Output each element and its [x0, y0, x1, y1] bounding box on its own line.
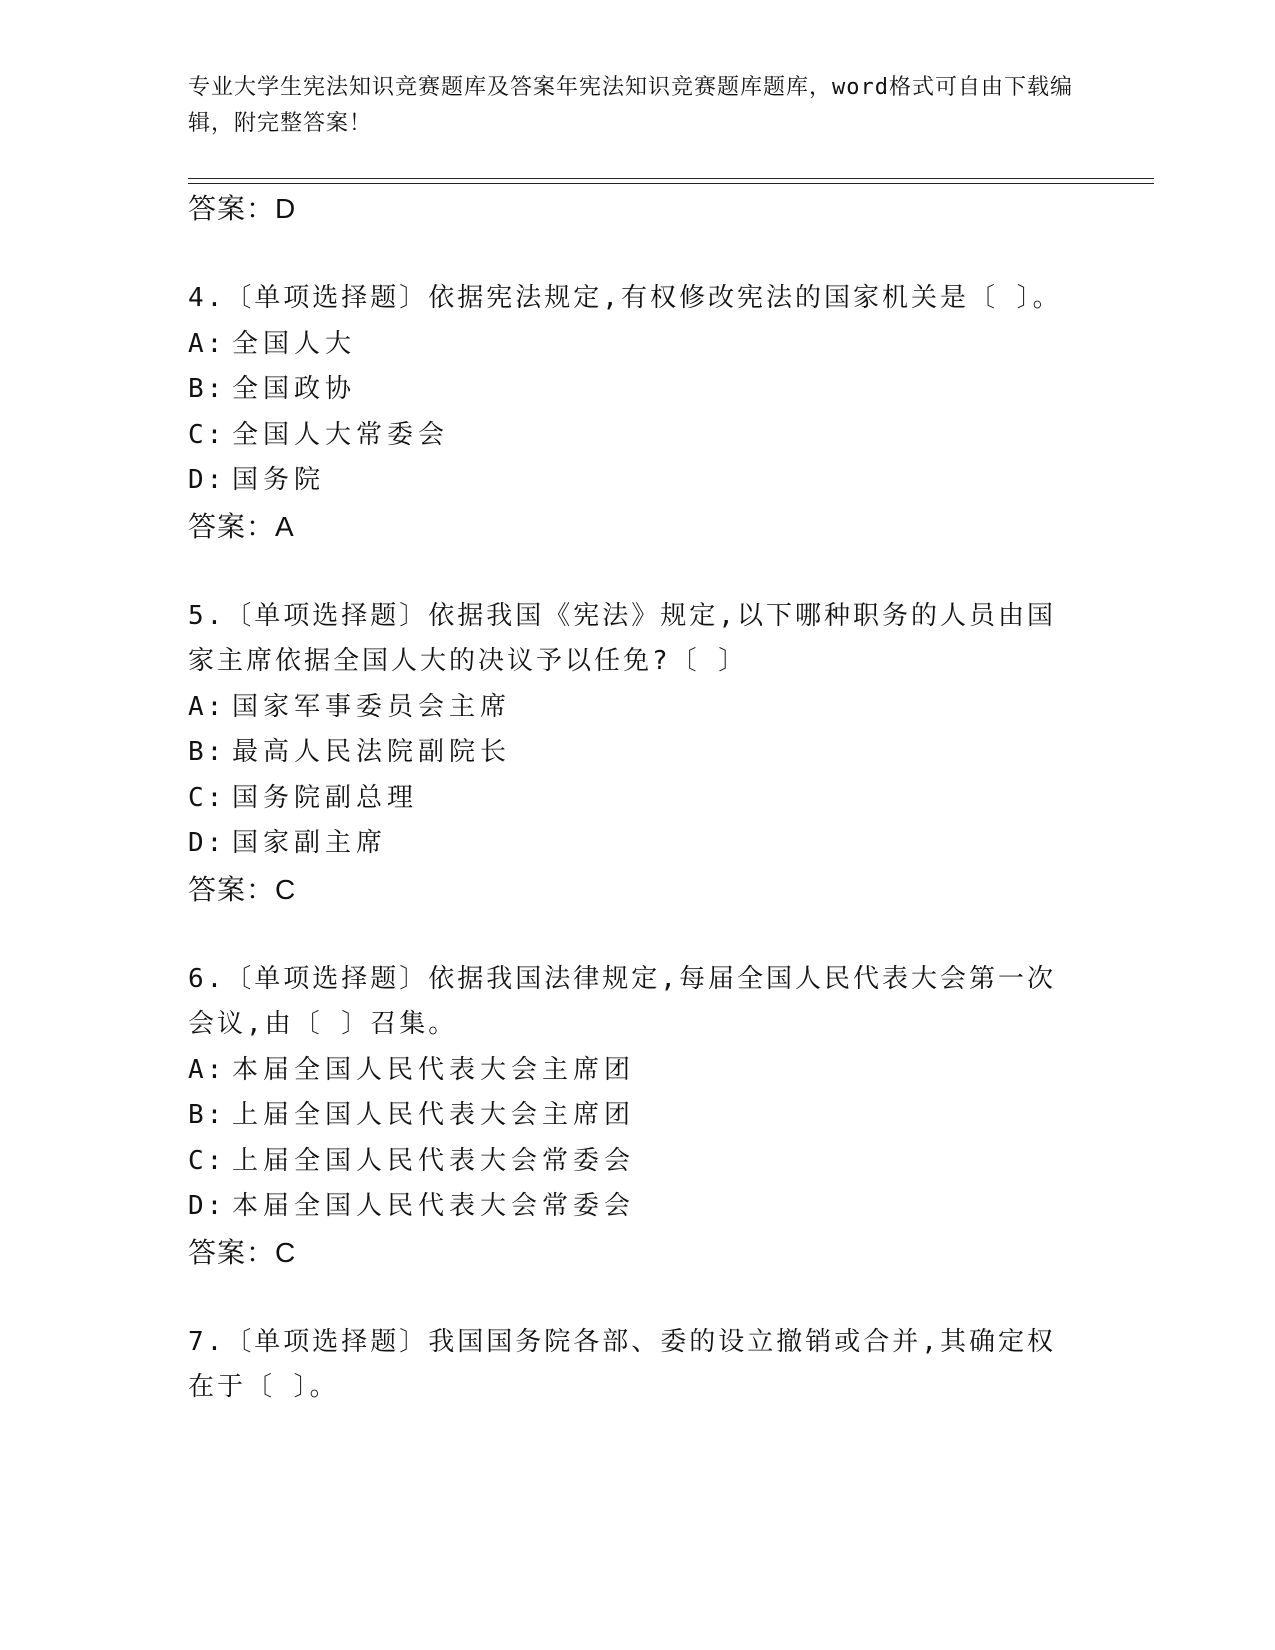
question-block — [188, 594, 1068, 913]
option-letter: C: — [188, 419, 226, 450]
option-letter: D: — [188, 465, 226, 495]
option-item — [188, 821, 1068, 867]
option-text: 本届全国人民代表大会主席团 — [232, 1054, 636, 1085]
option-text: 全国政协 — [232, 374, 357, 404]
header-divider-double — [188, 183, 1154, 184]
document-header: 专业大学生宪法知识竞赛题库及答案年宪法知识竞赛题库题库，word格式可自由下载编辑，附完整答案！ — [188, 75, 1073, 136]
option-item — [188, 367, 1068, 413]
answer-line: 答案：A — [188, 510, 295, 542]
option-item — [188, 685, 1068, 731]
option-letter: D: — [188, 828, 226, 858]
option-item — [188, 458, 1068, 504]
option-text: 国务院 — [232, 465, 326, 495]
option-letter: A: — [188, 1054, 226, 1085]
option-letter: C: — [188, 1145, 226, 1176]
option-text: 全国人大常委会 — [232, 419, 450, 450]
answer-line: 答案：D — [188, 193, 297, 224]
question-stem: 5.〔单项选择题〕依据我国《宪法》规定,以下哪种职务的人员由国家主席依据全国人大的决议予以任免?〔 〕 — [188, 600, 1056, 676]
option-text: 最高人民法院副院长 — [232, 737, 512, 767]
option-letter: B: — [188, 737, 226, 767]
option-letter: A: — [188, 328, 226, 359]
option-letter: D: — [188, 1191, 226, 1221]
question-stem: 6.〔单项选择题〕依据我国法律规定,每届全国人民代表大会第一次会议,由〔 〕召集。 — [188, 963, 1056, 1039]
option-text: 上届全国人民代表大会常委会 — [232, 1145, 636, 1176]
question-list — [188, 186, 1068, 1411]
option-item — [188, 413, 1068, 459]
answer-line: 答案：C — [188, 1236, 297, 1268]
option-letter: B: — [188, 1100, 226, 1130]
header-divider — [188, 178, 1154, 179]
option-item — [188, 730, 1068, 776]
option-letter: C: — [188, 782, 226, 813]
option-item — [188, 1139, 1068, 1185]
option-text: 上届全国人民代表大会主席团 — [232, 1100, 636, 1130]
question-block — [188, 957, 1068, 1276]
option-item — [188, 322, 1068, 368]
option-text: 全国人大 — [232, 328, 357, 359]
option-item — [188, 1093, 1068, 1139]
option-text: 国家副主席 — [232, 828, 388, 858]
option-item — [188, 776, 1068, 822]
option-item — [188, 1184, 1068, 1230]
question-block — [188, 276, 1068, 550]
option-letter: A: — [188, 691, 226, 722]
question-block — [188, 1320, 1068, 1411]
option-text: 国务院副总理 — [232, 782, 419, 813]
question-stem: 7.〔单项选择题〕我国国务院各部、委的设立撤销或合并,其确定权在于〔 〕。 — [188, 1326, 1056, 1402]
question-stem: 4.〔单项选择题〕依据宪法规定,有权修改宪法的国家机关是〔 〕。 — [188, 283, 1062, 313]
option-text: 本届全国人民代表大会常委会 — [232, 1191, 636, 1221]
option-letter: B: — [188, 374, 226, 404]
option-item — [188, 1048, 1068, 1094]
answer-line: 答案：C — [188, 873, 297, 905]
option-text: 国家军事委员会主席 — [232, 691, 512, 722]
